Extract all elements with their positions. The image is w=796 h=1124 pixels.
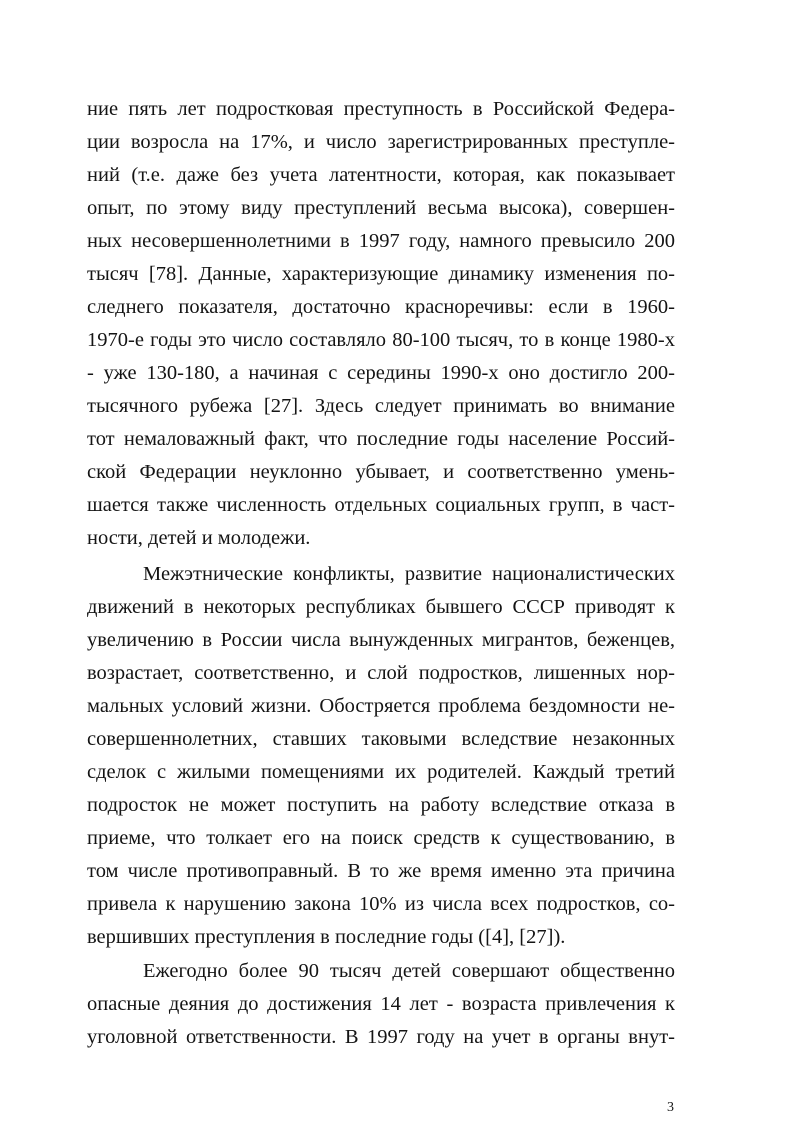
- text-line: приеме, что толкает его на поиск средств к существованию, в: [87, 827, 675, 849]
- text-line: следнего показателя, достаточно красноречивы: если в 1960-: [87, 296, 675, 318]
- text-line: совершеннолетних, ставших таковыми вследствие незаконных: [87, 728, 675, 750]
- text-line: привела к нарушению закона 10% из числа всех подростков, со-: [87, 893, 675, 915]
- paragraph-first-line: Межэтнические конфликты, развитие националистических: [143, 563, 675, 585]
- text-line: уголовной ответственности. В 1997 году на учет в органы внут-: [87, 1026, 675, 1048]
- text-line: тысячного рубежа [27]. Здесь следует принимать во внимание: [87, 395, 675, 417]
- text-line: ской Федерации неуклонно убывает, и соответственно умень-: [87, 461, 675, 483]
- text-line: 1970-е годы это число составляло 80-100 тысяч, то в конце 1980-х: [87, 329, 675, 351]
- text-line: тот немаловажный факт, что последние годы население Россий-: [87, 428, 675, 450]
- text-line: ние пять лет подростковая преступность в Российской Федера-: [87, 98, 675, 120]
- text-line: движений в некоторых республиках бывшего СССР приводят к: [87, 596, 675, 618]
- page-number: 3: [667, 1100, 674, 1115]
- text-line: - уже 130-180, а начиная с середины 1990-х оно достигло 200-: [87, 362, 675, 384]
- text-line: ний (т.е. даже без учета латентности, которая, как показывает: [87, 164, 675, 186]
- text-line: сделок с жилыми помещениями их родителей. Каждый третий: [87, 761, 675, 783]
- text-line: том числе противоправный. В то же время именно эта причина: [87, 860, 675, 882]
- text-line: ности, детей и молодежи.: [87, 527, 311, 549]
- paragraph-first-line: Ежегодно более 90 тысяч детей совершают общественно: [143, 960, 675, 982]
- text-line: увеличению в России числа вынужденных мигрантов, беженцев,: [87, 629, 675, 651]
- text-line: ции возросла на 17%, и число зарегистрированных преступле-: [87, 131, 675, 153]
- text-line: подросток не может поступить на работу вследствие отказа в: [87, 794, 675, 816]
- text-line: шается также численность отдельных социальных групп, в част-: [87, 494, 675, 516]
- text-line: тысяч [78]. Данные, характеризующие динамику изменения по-: [87, 263, 675, 285]
- text-line: мальных условий жизни. Обостряется проблема бездомности не-: [87, 695, 675, 717]
- text-line: вершивших преступления в последние годы ([4], [27]).: [87, 926, 566, 948]
- text-line: возрастает, соответственно, и слой подростков, лишенных нор-: [87, 662, 675, 684]
- text-line: опыт, по этому виду преступлений весьма высока), совершен-: [87, 197, 675, 219]
- text-line: ных несовершеннолетними в 1997 году, намного превысило 200: [87, 230, 675, 252]
- text-line: опасные деяния до достижения 14 лет - возраста привлечения к: [87, 993, 675, 1015]
